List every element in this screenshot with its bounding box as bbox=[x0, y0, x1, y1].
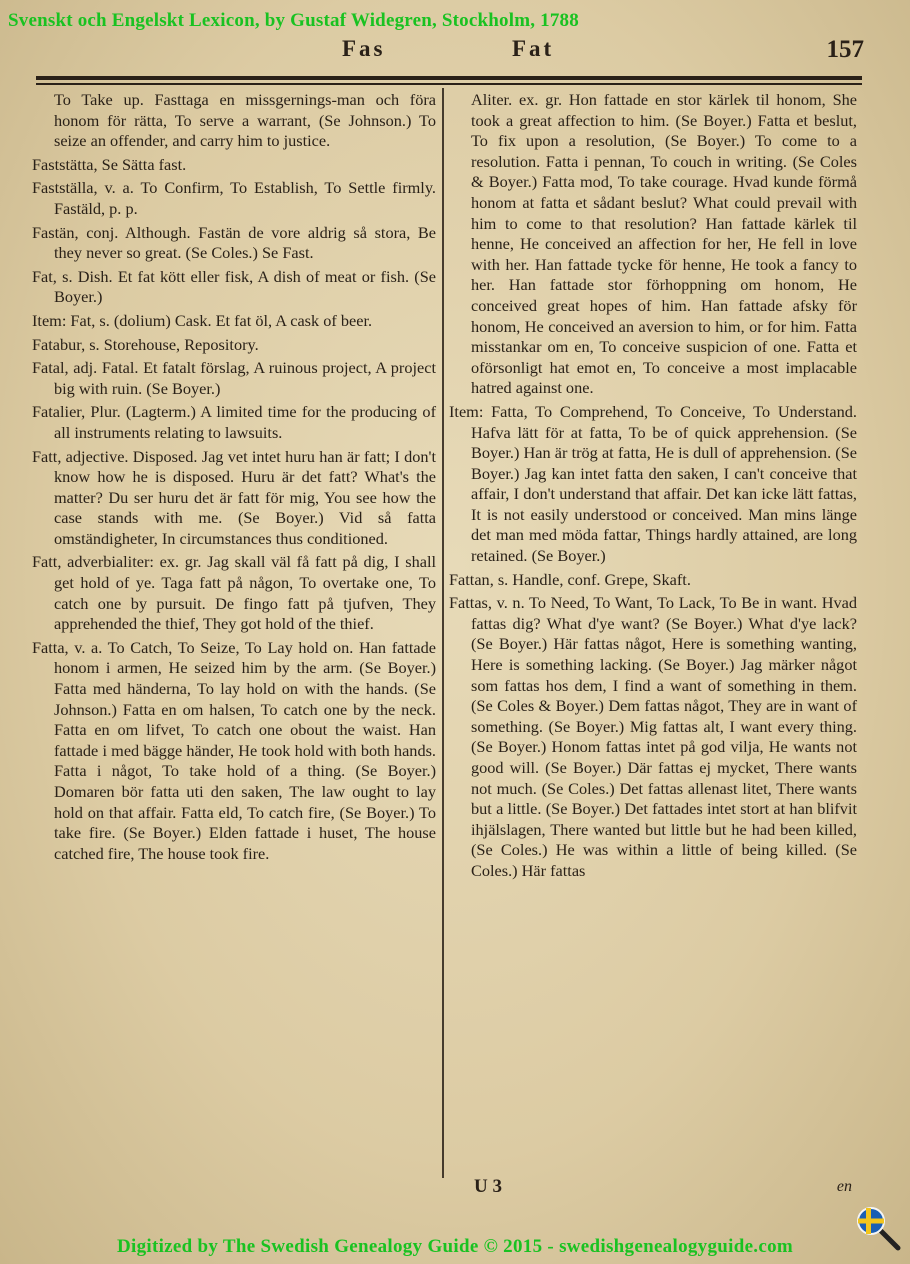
column-divider bbox=[442, 88, 444, 1178]
right-column bbox=[449, 90, 857, 885]
entry: Fattas, v. n. To Need, To Want, To Lack, To Be in want. Hvad fattas dig? What d'ye want? (Se Boyer.) What d'ye lack? (Se Boyer.) Här fattas något, Here is something wanting, Here is something lacking. (Se Boyer.) Jag märker något som fattas hos dem, I find a want of something in them. (Se Coles & Boyer.) Dem fattas något, They are in want of something. (Se Boyer.) Mig fattas alt, I want every thing. (Se Boyer.) Honom fattas intet på god vilja, He wants not good will. (Se Boyer.) Där fattas ej mycket, There wants not much. (Se Coles.) Det fattas allenast litet, There wants but a little. (Se Boyer.) Det fattades intet stort at han blifvit ihjälslagen, There wanted but little but he had been killed, (Se Coles.) He was within a little of being killed. (Se Coles.) Här fattas bbox=[449, 593, 857, 880]
entry: Fatt, adjective. Disposed. Jag vet intet huru han är fatt; I don't know how he is disposed. Huru är det fatt? What's the matter? Du ser huru det är fatt för mig, You see how the case stands with me. (Se Boyer.) Vid så fatta omständigheter, In circumstances thus conditioned. bbox=[32, 446, 436, 548]
entry: Fat, s. Dish. Et fat kött eller fisk, A dish of meat or fish. (Se Boyer.) bbox=[32, 266, 436, 307]
entry: Fastställa, v. a. To Confirm, To Establish, To Settle firmly. Fastäld, p. p. bbox=[32, 178, 436, 218]
catchword: en bbox=[836, 1178, 852, 1195]
swedish-flag-magnifier-icon bbox=[856, 1206, 902, 1252]
entry: Fattan, s. Handle, conf. Grepe, Skaft. bbox=[449, 569, 691, 589]
entry: Item: Fat, s. (dolium) Cask. Et fat öl, A cask of beer. bbox=[32, 310, 373, 330]
banner-title: Svenskt och Engelskt Lexicon, by Gustaf Widegren, Stockholm, 1788 bbox=[8, 10, 579, 31]
entry: To Take up. Fasttaga en missgernings-man och föra honom för rätta, To serve a warrant, (Se Johnson.) To seize an offender, and carry him to justice. bbox=[54, 90, 436, 151]
entry: Fatt, adverbialiter: ex. gr. Jag skall väl få fatt på dig, I shall get hold of ye. Taga fatt på någon, To overtake one, To catch one by pursuit. De fingo fatt på tjufven, They apprehended the thief, They got hold of the thief. bbox=[32, 552, 436, 634]
entry: Fatabur, s. Storehouse, Repository. bbox=[32, 334, 259, 354]
entry: Faststätta, Se Sätta fast. bbox=[32, 154, 187, 174]
entry: Fatta, v. a. To Catch, To Seize, To Lay hold on. Han fattade honom i armen, He seized him by the arm. (Se Boyer.) Fatta med händerna, To lay hold on with the hands. (Se Johnson.) Fatta en om halsen, To catch one by the neck. Fatta en om lifvet, To catch one obout the waist. Han fattade i med bägge händer, He took hold with both hands. Fatta i något, To take hold of a thing. (Se Boyer.) Domaren bör fatta uti den saken, The law ought to lay hold on that affair. Fatta eld, To catch fire, (Se Boyer.) To take fire. (Se Boyer.) Elden fattade i huset, The house catched fire, The house took fire. bbox=[32, 637, 436, 863]
signature-mark: U 3 bbox=[474, 1176, 502, 1197]
page-number: 157 bbox=[826, 36, 864, 63]
header-rule-thick bbox=[36, 76, 862, 80]
entry: Fatalier, Plur. (Lagterm.) A limited time for the producing of all instruments relating to lawsuits. bbox=[32, 402, 436, 442]
running-head-right: Fat bbox=[512, 36, 555, 61]
entry: Fastän, conj. Although. Fastän de vore aldrig så stora, Be they never so great. (Se Coles.) Se Fast. bbox=[32, 222, 436, 263]
entry: Fatal, adj. Fatal. Et fatalt förslag, A ruinous project, A project big with ruin. (Se Boyer.) bbox=[32, 358, 436, 398]
footer-credit: Digitized by The Swedish Genealogy Guide © 2015 - swedishgenealogyguide.com bbox=[116, 1236, 794, 1257]
left-column bbox=[32, 90, 436, 867]
entry: Item: Fatta, To Comprehend, To Conceive, To Understand. Hafva lätt för at fatta, To be of quick apprehension. (Se Boyer.) Han är trög at fatta, He is dull of apprehension. (Se Boyer.) Jag kan intet fatta den saken, I can't conceive that affair, I don't understand that affair. Det kan icke lätt fattas, It is not easily understood or conceived. Man mins länge det man med möda fattar, Things hardly attained, are long retained. (Se Boyer.) bbox=[449, 401, 857, 566]
entry: Aliter. ex. gr. Hon fattade en stor kärlek til honom, She took a great affection to him. (Se Boyer.) Fatta et beslut, To fix upon a resolution, (Se Boyer.) To come to a resolution. Fatta i pennan, To couch in writing. (Se Coles & Boyer.) Fatta mod, To take courage. Hvad kunde förmå honom at fatta et sådant beslut? What could prevail with him to come to that resolution? Han fattade kärlek til henne, He conceived an affection for her, He fell in love with her. Han fattade tycke för henne, He took a fancy to her. Han fattade stor förhoppning om honom, He conceived great hopes of him. Han fattade afsky för honom, He conceived an aversion to him, or for him. Fatta misstankar om en, To conceive suspicion of one. Fatta et oförsonligt hat emot en, To conceive a most implacable hatred against one. bbox=[471, 90, 857, 398]
running-head-left: Fas bbox=[342, 36, 386, 61]
header-rule-thin bbox=[36, 83, 862, 85]
